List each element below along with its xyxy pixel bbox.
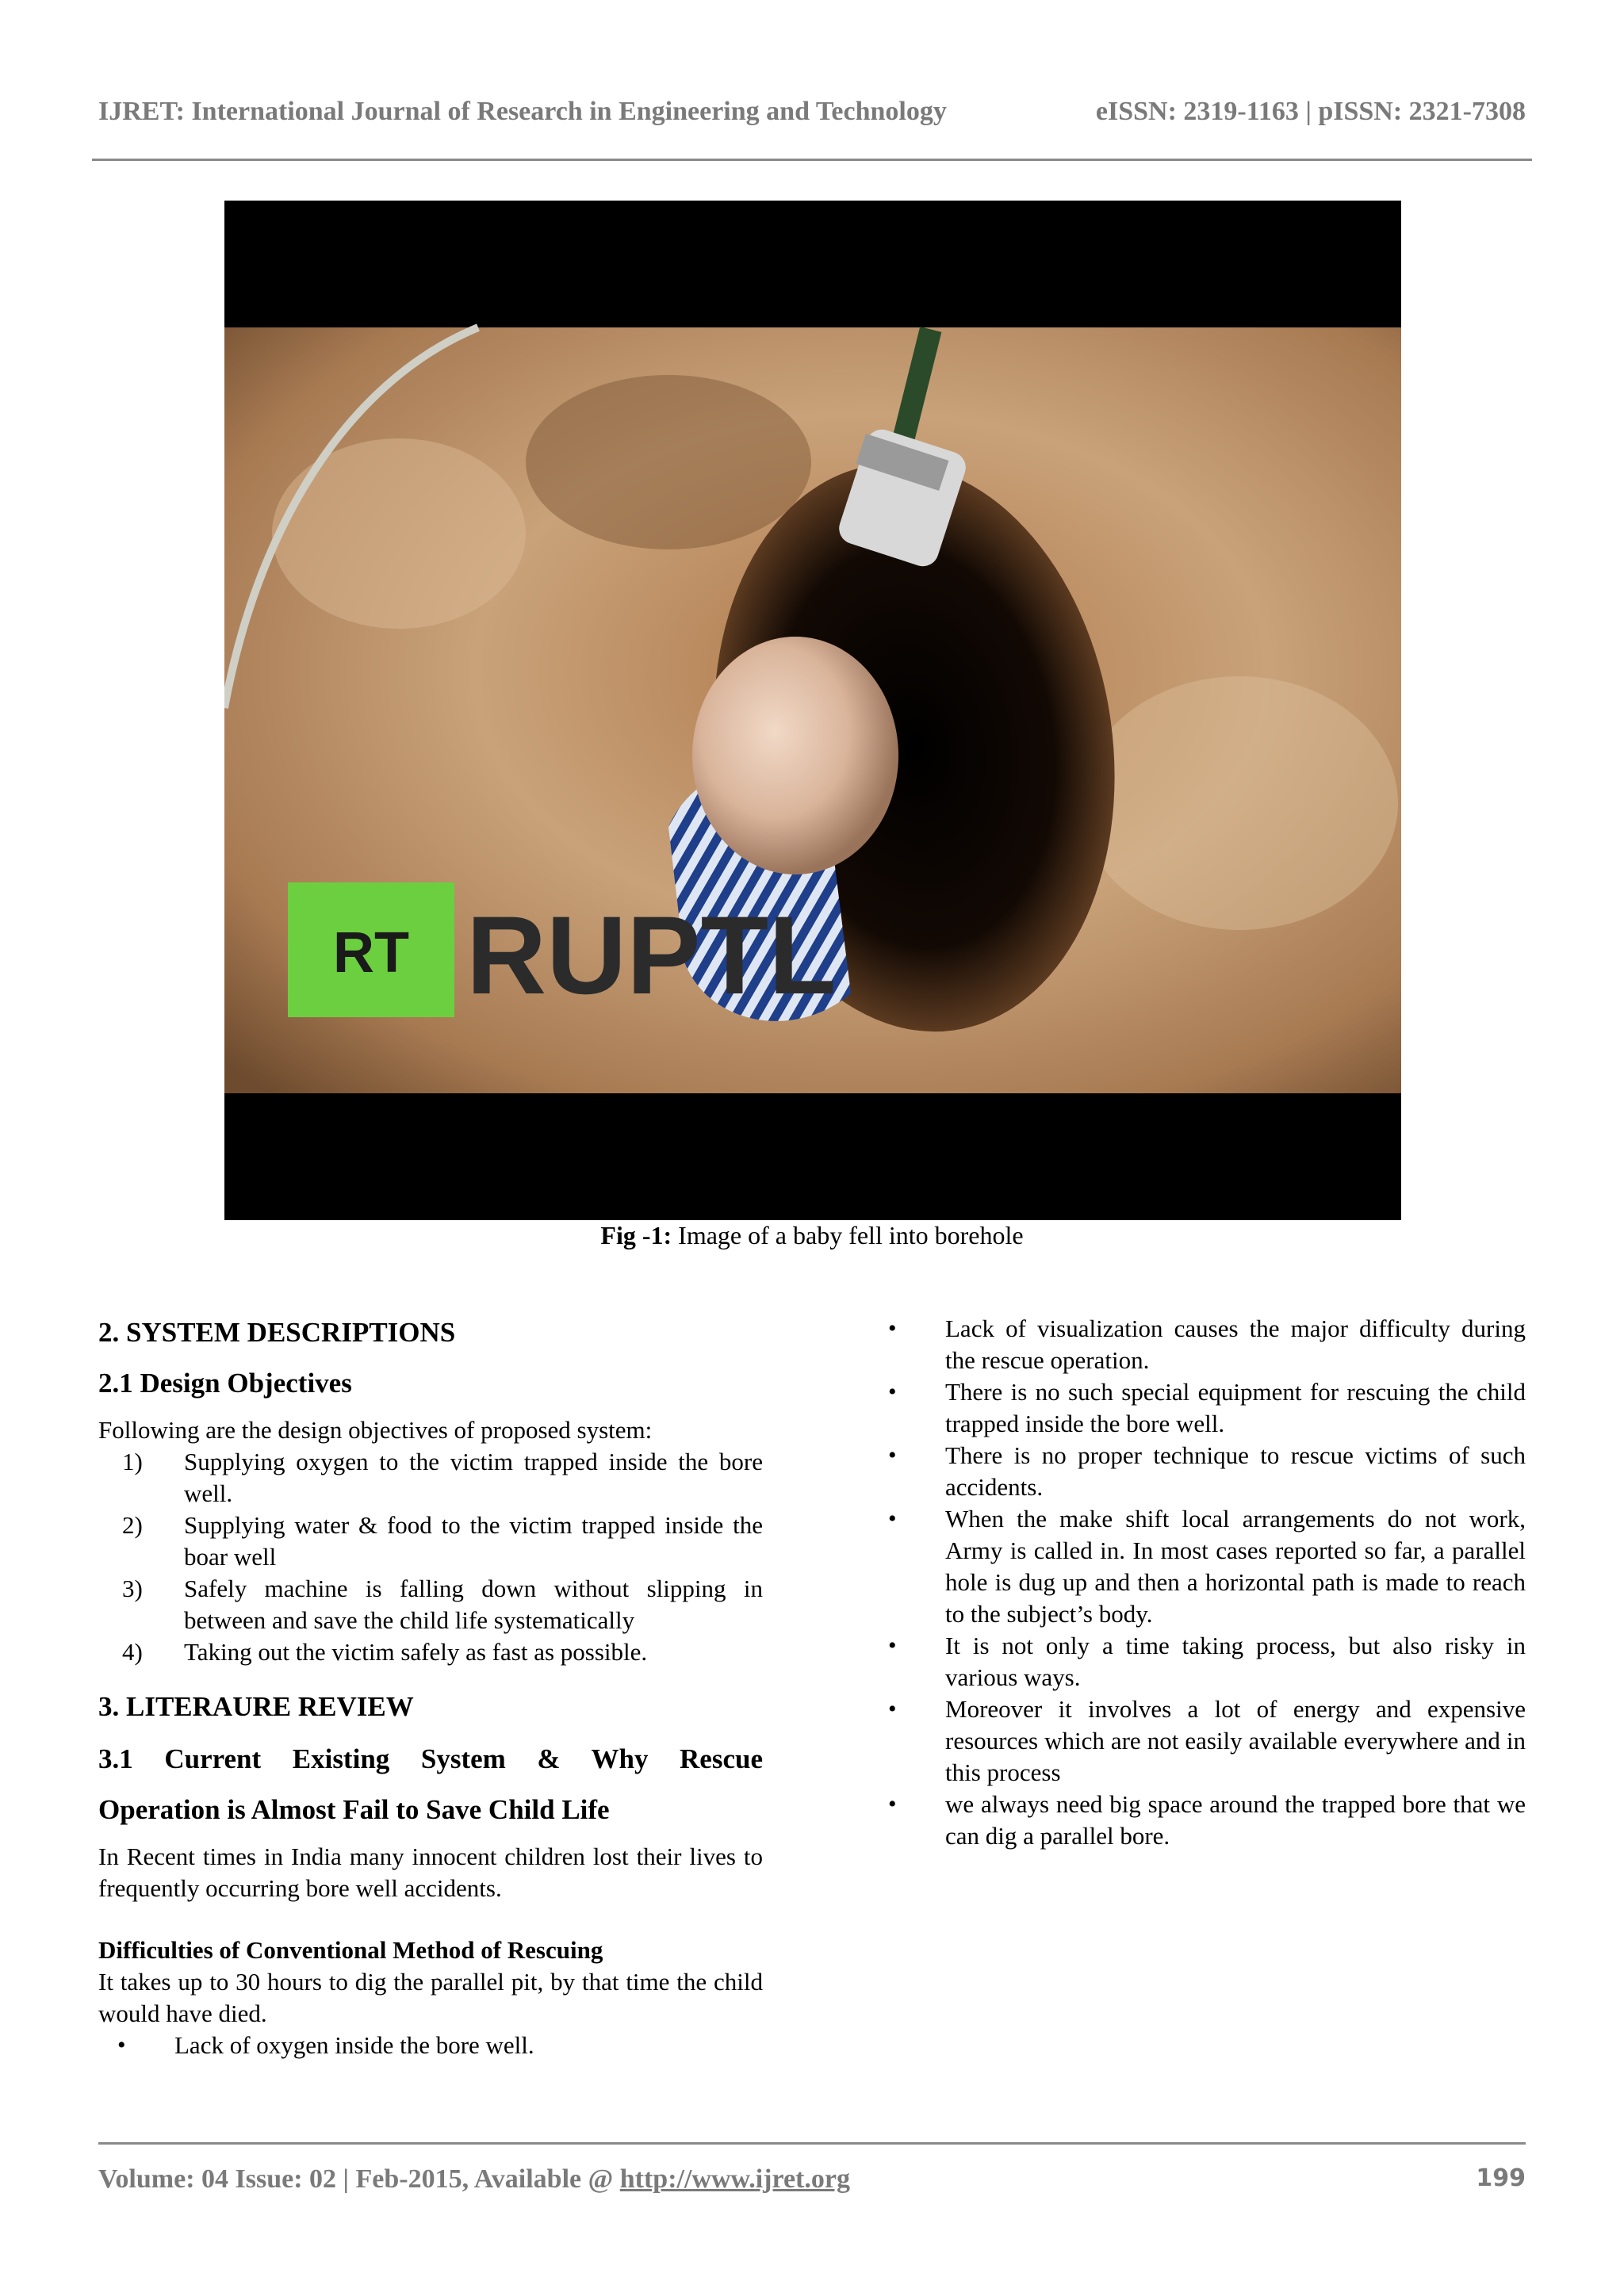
page-number: 199	[1476, 2164, 1526, 2192]
watermark-badge-text: RT	[333, 921, 409, 985]
difficulties-heading: Difficulties of Conventional Method of Rescuing	[98, 1936, 603, 1964]
objectives-list	[98, 1446, 763, 1668]
list-item: • Lack of visualization causes the major difficulty during the rescue operation.	[888, 1314, 1526, 1374]
list-item: • Lack of oxygen inside the bore well.	[117, 2031, 534, 2059]
figure-caption	[0, 1221, 1624, 1250]
section-2-1-heading: 2.1 Design Objectives	[98, 1368, 352, 1399]
list-item: • When the make shift local arrangements do not work, Army is called in. In most cases reported so far, a parallel hole is dug up and then a horizontal path is made to reach to the subject’s body.	[888, 1505, 1526, 1628]
section-3-1-heading-line2: Operation is Almost Fail to Save Child Life	[98, 1794, 610, 1825]
difficulties-text: It takes up to 30 hours to dig the parallel pit, by that time the child would have died.	[98, 1968, 763, 2027]
list-item: • There is no proper technique to rescue victims of such accidents.	[888, 1441, 1526, 1501]
section-3-1-heading-line1: 3.1 Current Existing System & Why Rescue	[98, 1743, 763, 1774]
list-item: • It is not only a time taking process, but also risky in various ways.	[888, 1632, 1526, 1691]
issn-text: eISSN: 2319-1163 | pISSN: 2321-7308	[1095, 97, 1526, 126]
objectives-intro: Following are the design objectives of proposed system:	[98, 1416, 653, 1444]
list-item: • we always need big space around the trapped bore that we can dig a parallel bore.	[888, 1790, 1526, 1850]
journal-link[interactable]: http://www.ijret.org	[619, 2164, 850, 2194]
left-column	[98, 1313, 763, 2061]
journal-title: IJRET: International Journal of Research in Engineering and Technology	[98, 97, 947, 126]
right-column	[869, 1313, 1526, 1852]
list-item: 3) Safely machine is falling down without slipping in between and save the child life systematically	[122, 1575, 763, 1634]
header-rule	[92, 159, 1532, 161]
list-item: 4) Taking out the victim safely as fast as possible.	[122, 1638, 648, 1666]
bullet-list	[869, 1313, 1526, 1852]
caption-label: Fig -1:	[600, 1221, 672, 1249]
bullet-list	[98, 2030, 763, 2061]
caption-text: Image of a baby fell into borehole	[678, 1221, 1024, 1249]
footer-volume: Volume: 04 Issue: 02 | Feb-2015, Available @ http://www.ijret.org	[98, 2164, 850, 2194]
section-3-heading: 3. LITERAURE REVIEW	[98, 1691, 414, 1722]
list-item: • There is no such special equipment for rescuing the child trapped inside the bore well.	[888, 1378, 1526, 1437]
figure-image	[224, 201, 1401, 1220]
list-item: 1) Supplying oxygen to the victim trapped inside the bore well.	[122, 1448, 763, 1507]
borehole-photo	[224, 201, 1401, 1220]
watermark-text: RUPTL	[466, 893, 837, 1017]
list-item: • Moreover it involves a lot of energy and expensive resources which are not easily available everywhere and in this process	[888, 1695, 1526, 1786]
section-2-heading: 2. SYSTEM DESCRIPTIONS	[98, 1317, 456, 1348]
list-item: 2) Supplying water & food to the victim trapped inside the boar well	[122, 1511, 763, 1571]
footer-rule	[98, 2142, 1526, 2145]
paragraph: In Recent times in India many innocent children lost their lives to frequently occurring bore well accidents.	[98, 1843, 763, 1902]
